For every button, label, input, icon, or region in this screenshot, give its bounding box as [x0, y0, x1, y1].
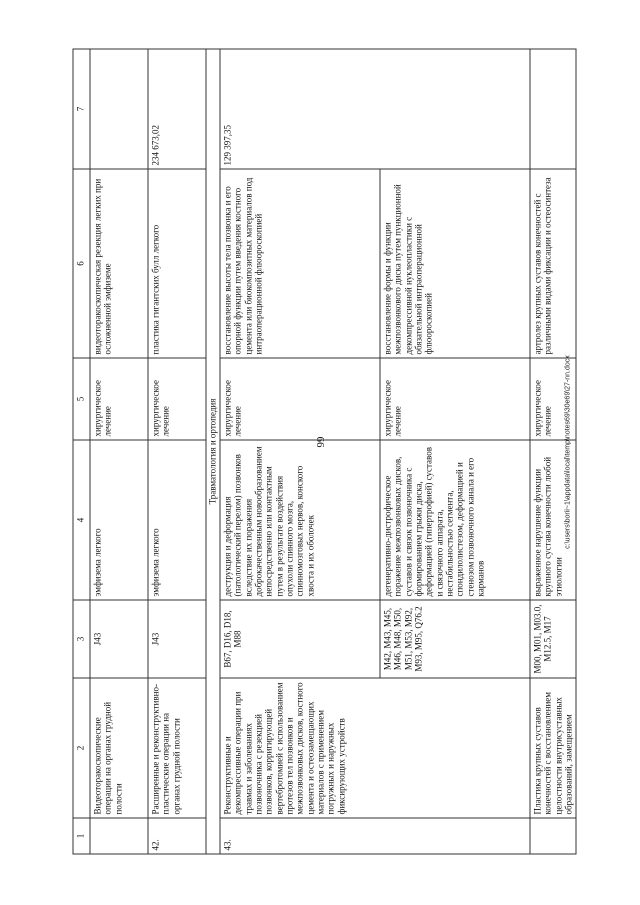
- treatment-type: хирургическое лечение: [148, 358, 206, 440]
- header-cell: 3: [73, 600, 90, 678]
- treatment-method: восстановление формы и функции межпозвонкового диска путем пункционной декомпрессивной нуклеопластики с обязательной интраоперационной флюороскопией: [380, 169, 530, 358]
- treatment-method: видеоторакоскопическая резекция легких при осложненной эмфиземе: [90, 169, 148, 358]
- treatment-method: пластика гигантских булл легкого: [148, 169, 206, 358]
- operation-name: Реконструктивные и декомпрессивные операции при травмах и заболеваниях позвоночника с резекцией позвонков, корригирующей вертебротомией с использованием протезов тел позвонков и межпозвонковых дисков, костного цемента и остеозамещающих материалов с применением погружных и наружных фиксирующих устройств: [220, 678, 530, 818]
- header-cell: 4: [73, 440, 90, 600]
- cost-value: [90, 49, 148, 169]
- patient-model: выраженное нарушение функции крупного сустава конечности любой этиологии: [530, 440, 576, 600]
- header-cell: 6: [73, 169, 90, 358]
- treatment-type: хирургическое лечение: [530, 358, 576, 440]
- table-row: [220, 49, 380, 854]
- patient-model: эмфизема легкого: [148, 440, 206, 600]
- diagnosis-codes: M00, M01, M03.0, M12.5, M17: [530, 600, 576, 678]
- patient-model: эмфизема легкого: [90, 440, 148, 600]
- header-cell: 1: [73, 818, 90, 854]
- section-title: Травматология и ортопедия: [206, 49, 220, 854]
- cost-value: 129 397,35: [220, 49, 530, 169]
- document-file-path: c:\users\borii~1\appdata\local\temp\notes69\30e69\27-nn.docx: [564, 355, 572, 549]
- row-number: [530, 818, 576, 854]
- diagnosis-codes: M42, M43, M45, M46, M48, M50, M51, M53, M92, M93, M95, Q76.2: [380, 600, 530, 678]
- treatment-method: восстановление высоты тела позвонка и его опорной функции путем введения костного цемента или биокомпозитных материалов под интраоперационной флюороскопией: [220, 169, 380, 358]
- header-row: [73, 49, 90, 854]
- header-cell: 5: [73, 358, 90, 440]
- treatment-type: хирургическое лечение: [220, 358, 380, 440]
- patient-model: деструкция и деформация (патологический перелом) позвонков вследствие их поражения доброкачественным новообразованием непосредственно или контактным путем в результате воздействия опухоли спинного мозга, спинномозговых нервов, конского хвоста и их оболочек: [220, 440, 380, 600]
- treatment-type: хирургическое лечение: [90, 358, 148, 440]
- treatment-method: артролез крупных суставов конечностей с различными видами фиксации и остеосинтеза: [530, 169, 576, 358]
- row-number: 42.: [148, 818, 206, 854]
- rotated-table-container: [73, 50, 574, 855]
- header-cell: 7: [73, 49, 90, 169]
- operation-name: Пластика крупных суставов конечностей с восстановлением целостности внутрисуставных образований, замещением: [530, 678, 576, 818]
- cost-value: 234 673,02: [148, 49, 206, 169]
- row-number: [90, 818, 148, 854]
- medical-care-table: [73, 49, 577, 855]
- row-number: 43.: [220, 818, 530, 854]
- diagnosis-codes: J43: [148, 600, 206, 678]
- table-row: [90, 49, 148, 854]
- page-number: 66: [314, 436, 326, 448]
- treatment-type: хирургическое лечение: [380, 358, 530, 440]
- patient-model: дегенеративно-дистрофическое поражение межпозвонковых дисков, суставов и связок позвоночника с формированием грыжи диска, деформацией (гипертрофией) суставов и связочного аппарата, нестабильностью сегмента, спондилолистезом, деформацией и стенозом позвоночного канала и его карманов: [380, 440, 530, 600]
- section-row: [206, 49, 220, 854]
- diagnosis-codes: B67, D16, D18, M88: [220, 600, 380, 678]
- table-row: [148, 49, 206, 854]
- diagnosis-codes: J43: [90, 600, 148, 678]
- operation-name: Видеоторакоскопические операции на органах грудной полости: [90, 678, 148, 818]
- operation-name: Расширенные и реконструктивно-пластические операции на органах грудной полости: [148, 678, 206, 818]
- header-cell: 2: [73, 678, 90, 818]
